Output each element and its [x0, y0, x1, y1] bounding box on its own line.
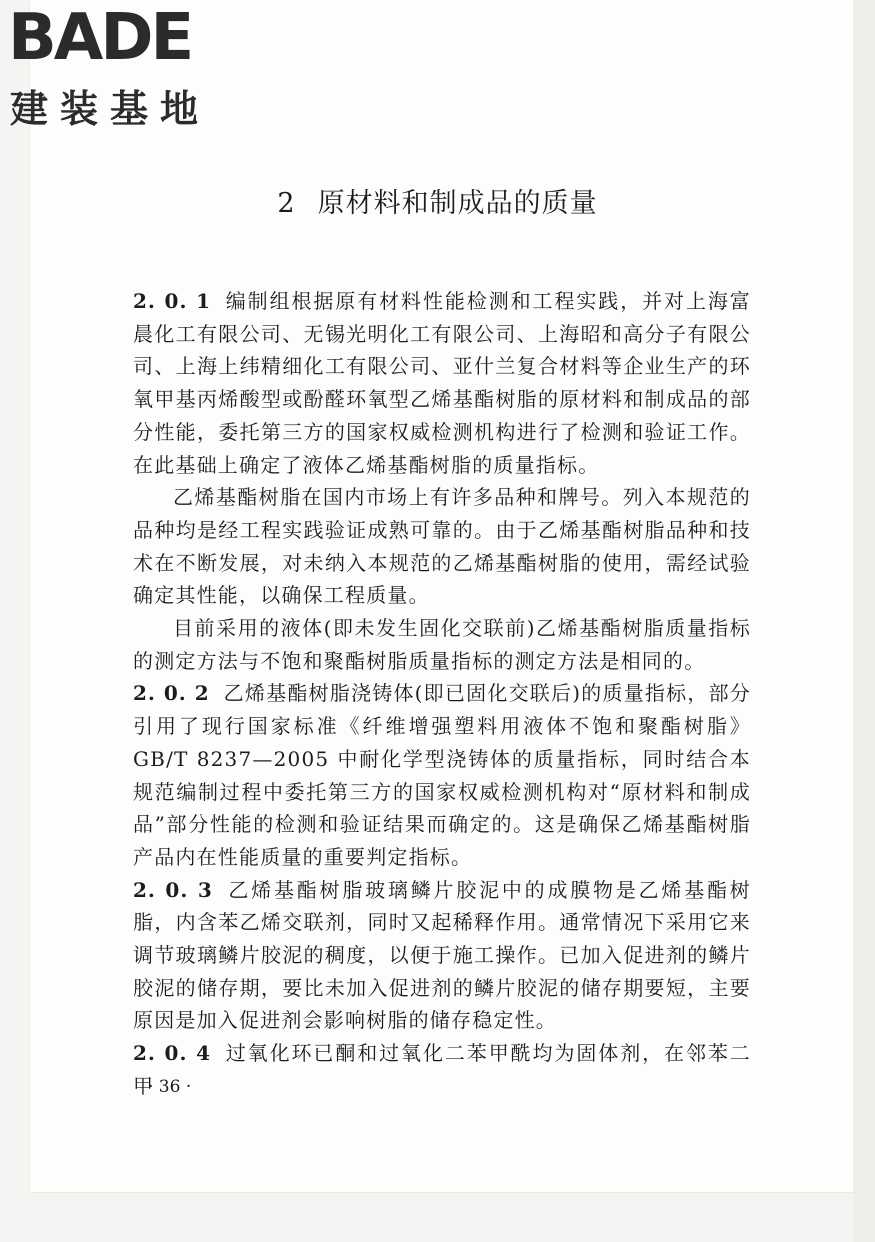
chapter-number: 2 [277, 188, 296, 219]
paragraph-text: 编制组根据原有材料性能检测和工程实践，并对上海富晨化工有限公司、无锡光明化工有限公司、上海昭和高分子有限公司、上海上纬精细化工有限公司、亚什兰复合材料等企业生产的环氧甲基丙烯酸型或酚醛环氧型乙烯基酯树脂的原材料和制成品的部分性能，委托第三方的国家权威检测机构进行了检测和验证工作。在此基础上确定了液体乙烯基酯树脂的质量指标。 [133, 289, 751, 477]
body-text [133, 285, 751, 1103]
paragraph-text: 乙烯基酯树脂玻璃鳞片胶泥中的成膜物是乙烯基酯树脂，内含苯乙烯交联剂，同时又起稀释作用。通常情况下采用它来调节玻璃鳞片胶泥的稠度，以便于施工操作。已加入促进剂的鳞片胶泥的储存期，要比未加入促进剂的鳞片胶泥的储存期要短，主要原因是加入促进剂会影响树脂的储存稳定性。 [133, 877, 751, 1033]
paragraph-text: 目前采用的液体(即未发生固化交联前)乙烯基酯树脂质量指标的测定方法与不饱和聚酯树脂质量指标的测定方法是相同的。 [133, 616, 751, 673]
clause-number: 2. 0. 2 [133, 681, 210, 706]
clause-number: 2. 0. 1 [133, 289, 212, 313]
paragraph-text: 乙烯基酯树脂浇铸体(即已固化交联后)的质量指标，部分引用了现行国家标准《纤维增强塑料用液体不饱和聚酯树脂》GB/T 8237—2005 中耐化学型浇铸体的质量指标，同时结合本规范编制过程中委托第三方的国家权威检测机构对“原材料和制成品”部分性能的检测和验证结果而确定的。这是确保乙烯基酯树脂产品内在性能质量的重要判定指标。 [133, 681, 751, 869]
clause-number: 2. 0. 3 [133, 877, 213, 902]
paragraph-text: 过氧化环已酮和过氧化二苯甲酰均为固体剂，在邻苯二甲 [133, 1041, 751, 1098]
chapter-title-text: 原材料和制成品的质量 [317, 188, 598, 219]
paragraph-test-methods [133, 612, 751, 677]
paragraph-2-0-2 [133, 677, 751, 873]
paragraph-2-0-1 [133, 285, 751, 481]
clause-number: 2. 0. 4 [133, 1041, 212, 1066]
logo-subtitle: 建装基地 [10, 87, 211, 131]
paragraph-text: 乙烯基酯树脂在国内市场上有许多品种和牌号。列入本规范的品种均是经工程实践验证成熟可靠的。由于乙烯基酯树脂品种和技术在不断发展，对未纳入本规范的乙烯基酯树脂的使用，需经试验确定其性能，以确保工程质量。 [133, 485, 751, 608]
page-number: · 36 · [148, 1077, 192, 1097]
paragraph-resin-varieties [133, 481, 751, 612]
logo-wordmark: BADE [8, 1, 192, 75]
paragraph-2-0-4 [133, 1037, 751, 1102]
paragraph-2-0-3 [133, 874, 751, 1038]
logo [8, 1, 258, 136]
chapter-title [0, 186, 875, 222]
